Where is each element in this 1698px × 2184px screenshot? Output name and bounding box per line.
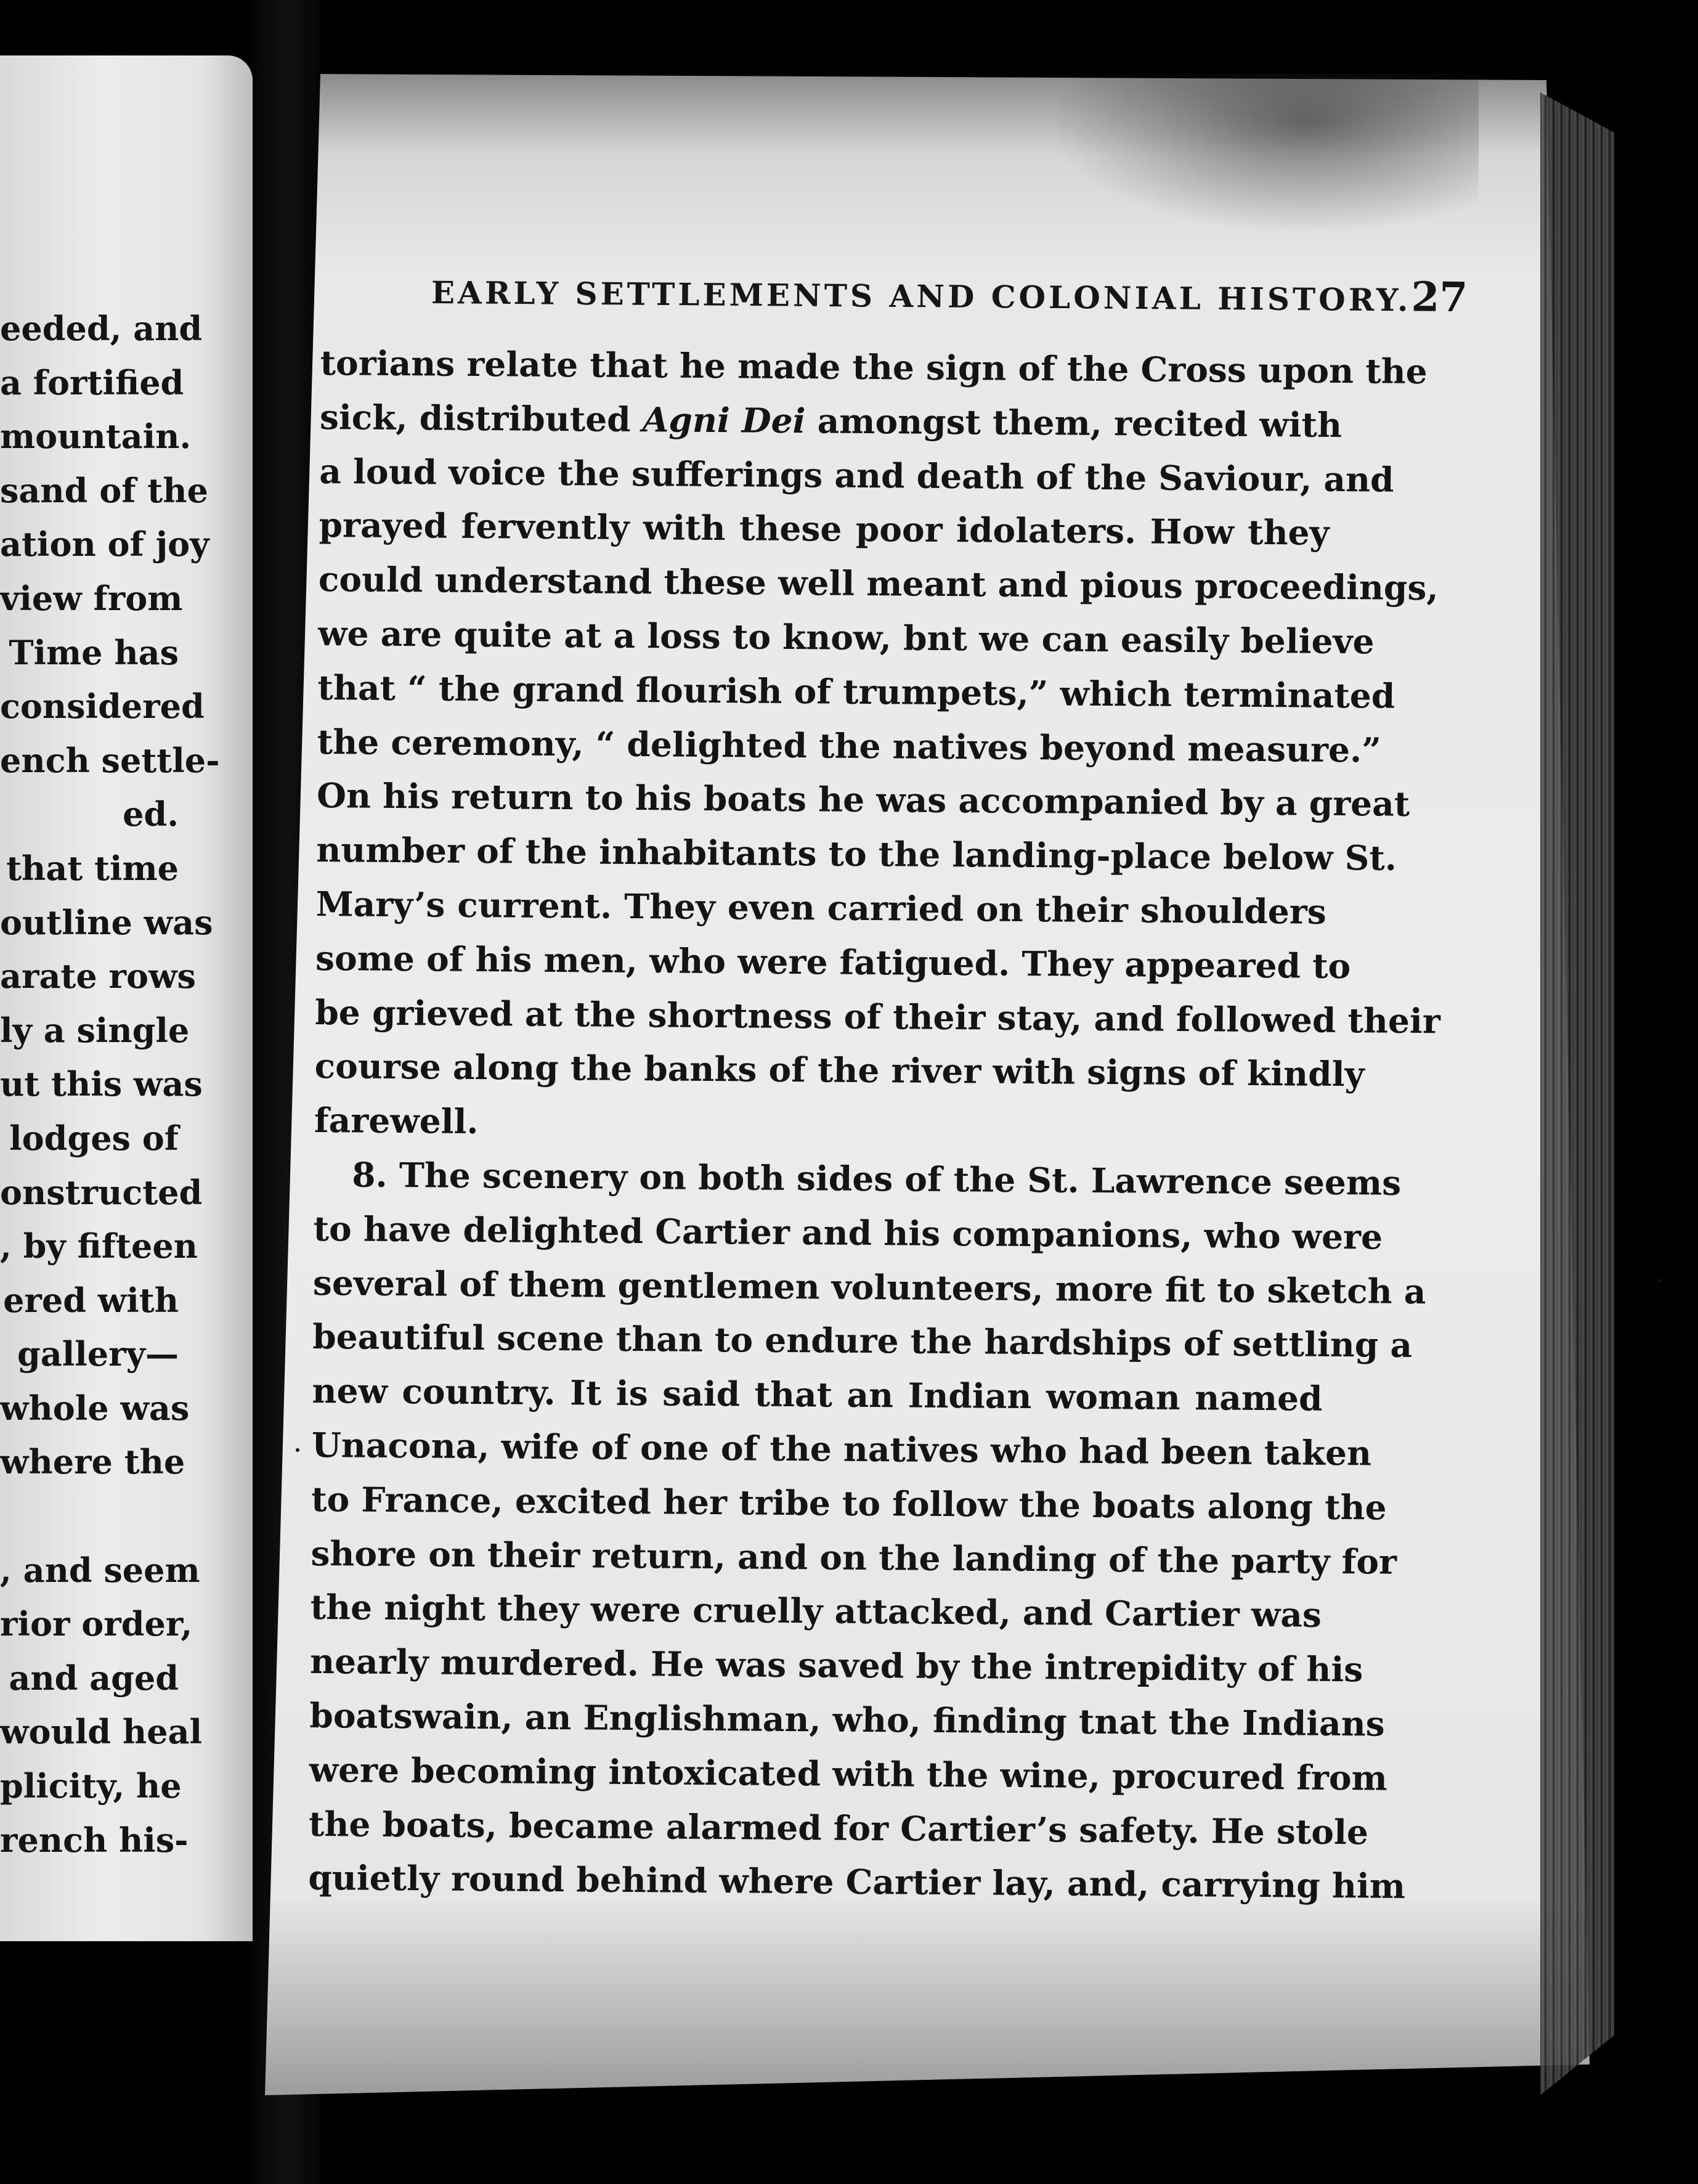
text-line [312,1256,1426,1318]
text-segment: a loud voice the sufferings and death of the Saviour, and [319,450,1394,500]
text-segment: quietly round behind where Cartier lay, and, carrying him [308,1857,1406,1907]
text-line [319,390,1343,452]
text-line [317,606,1375,669]
text-segment: number of the inhabitants to the landing-place below St. [316,829,1397,878]
text-line [308,1796,1369,1859]
text-segment: beautiful scene than to endure the hardships of settling a [312,1316,1413,1366]
left-page-line: , and seem [0,1550,200,1590]
page-shadow [1047,74,1479,234]
text-line [310,1580,1321,1642]
text-segment: could understand these well meant and pious proceedings, [318,559,1439,608]
left-page-line: considered [0,687,205,727]
text-segment: shore on their return, and on the landing of the party for [311,1533,1397,1582]
left-page-line: ered with [3,1280,179,1320]
left-page-line: ation of joy [0,524,209,564]
left-page-line: whole was [0,1388,190,1428]
running-head-title: EARLY SETTLEMENTS AND COLONIAL HISTORY. [431,274,1412,319]
left-facing-page [0,55,253,1941]
left-page-line: lodges of [9,1118,179,1158]
left-page-line: rench his- [0,1820,189,1860]
text-segment: new country. It is said that an Indian woman named [312,1371,1323,1419]
text-segment: prayed fervently with these poor idolaters. How they [319,505,1330,553]
text-segment: amongst them, recited with [805,400,1343,445]
left-page-line: Time has [9,632,179,672]
text-segment: were becoming intoxicated with the wine, procured from [309,1749,1388,1798]
text-segment: we are quite at a loss to know, bnt we can easily believe [317,613,1375,662]
left-page-line: ed. [123,794,179,834]
text-line [314,1093,1325,1155]
text-segment: On his return to his boats he was accompanied by a great [316,775,1410,825]
left-page-line: a fortified [0,362,184,402]
scan-speck [1657,1279,1661,1282]
text-line [309,1689,1385,1751]
text-segment: farewell. [314,1100,479,1142]
text-line [315,985,1441,1048]
text-segment: the ceremony, “ delighted the natives beyond measure.” [317,721,1382,770]
text-line [313,1202,1383,1264]
text-line [315,931,1351,993]
text-line [318,552,1439,614]
italic-phrase: Agni Dei [642,399,806,441]
left-page-line: gallery— [17,1334,179,1374]
text-line [317,715,1382,777]
text-line [312,1310,1413,1372]
left-page-line: view from [0,578,183,618]
text-line [316,823,1397,885]
text-line [311,1526,1397,1588]
text-line [316,768,1410,831]
text-segment: some of his men, who were fatigued. They appeared to [315,937,1351,986]
left-page-line: , by fifteen [0,1226,198,1266]
page-number: 27 [1411,272,1468,322]
text-segment: nearly murdered. He was saved by the intrepidity of his [309,1641,1363,1690]
left-page-line: ench settle- [0,740,220,780]
text-line [309,1634,1363,1697]
left-page-line: ut this was [0,1064,203,1104]
left-page-line: rior order, [0,1604,193,1644]
left-page-line: eeded, and [0,309,203,348]
text-segment: to France, excited her tribe to follow the boats along the [311,1478,1387,1528]
text-line [315,877,1326,939]
left-page-line: sand of the [0,470,208,510]
text-line [319,444,1394,507]
left-page-text [0,302,220,1867]
text-segment: Unacona, wife of one of the natives who had been taken [311,1424,1372,1473]
text-line [309,1743,1388,1805]
text-line [308,1851,1406,1913]
left-page-line: and aged [9,1658,179,1698]
text-line [311,1472,1387,1534]
text-segment: course along the banks of the river with signs of kindly [314,1046,1365,1094]
text-line [320,336,1428,398]
text-segment: the boats, became alarmed for Cartier’s safety. He stole [308,1803,1369,1852]
text-segment: boatswain, an Englishman, who, finding tnat the Indians [309,1695,1385,1744]
left-page-line: onstructed [0,1172,203,1212]
text-segment: be grieved at the shortness of their stay, and followed their [315,992,1441,1041]
left-page-line [0,1489,179,1544]
text-line [314,1147,1402,1210]
left-page-line: arate rows [0,956,196,996]
left-page-line: where the [0,1442,185,1482]
scan-speck [290,490,293,494]
scan-speck [296,1448,299,1452]
running-head [431,265,1468,322]
text-line [312,1364,1323,1426]
text-segment: sick, distributed [319,396,643,439]
page-edges [1540,92,1614,2095]
left-page-line: plicity, he [0,1766,182,1806]
text-segment: to have delighted Cartier and his companions, who were [313,1208,1383,1257]
left-page-line: outline was [0,902,213,942]
left-page-line: that time [6,848,179,888]
left-page-line: mountain. [0,417,192,457]
text-segment: torians relate that he made the sign of the Cross upon the [320,342,1428,392]
text-segment: that “ the grand flourish of trumpets,” which terminated [317,667,1395,716]
text-segment: 8. The scenery on both sides of the St. Lawrence seems [352,1154,1402,1203]
text-segment: several of them gentlemen volunteers, more fit to sketch a [312,1262,1426,1311]
text-line [317,661,1395,723]
text-line [314,1039,1365,1101]
text-line [311,1418,1372,1480]
text-segment: the night they were cruelly attacked, and Cartier was [310,1587,1322,1636]
page-body-text [308,336,1441,1913]
text-line [319,498,1330,560]
left-page-line: ly a single [0,1010,190,1050]
text-segment: Mary’s current. They even carried on their shoulders [315,883,1326,932]
left-page-line: would heal [0,1712,202,1752]
